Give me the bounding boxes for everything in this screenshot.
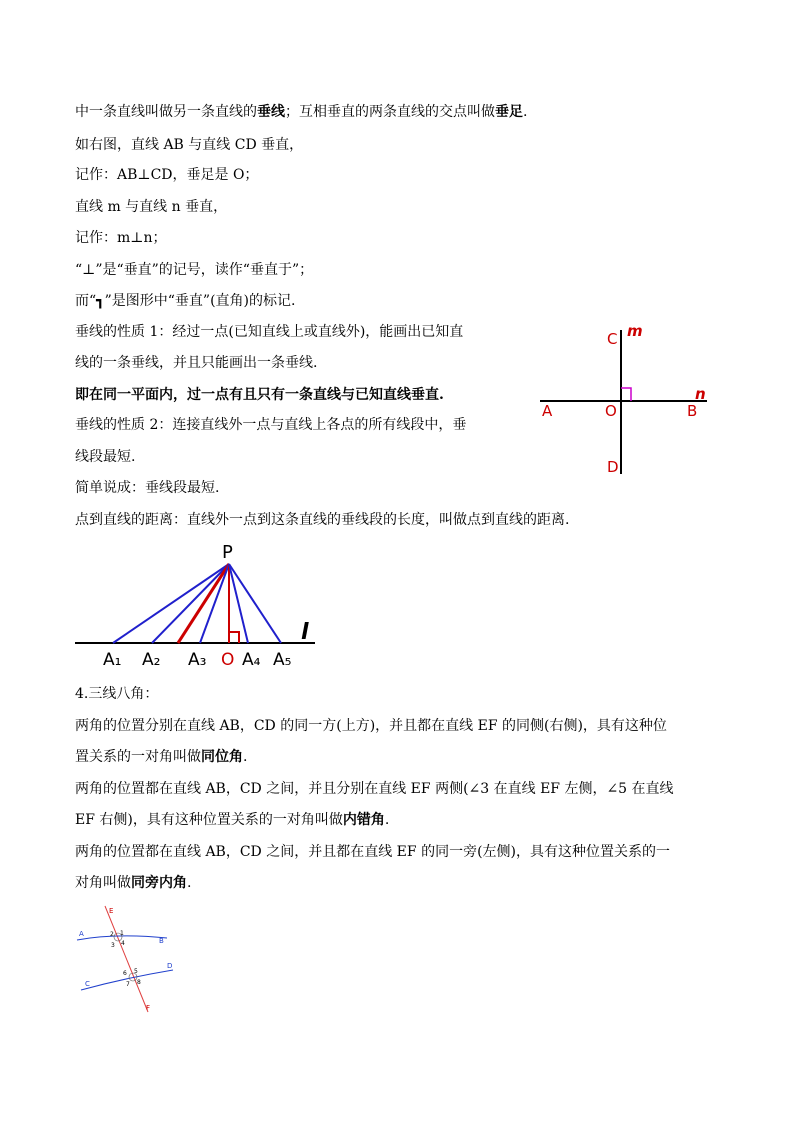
paragraph-alternate-a: 两角的位置都在直线 AB，CD 之间，并且分别在直线 EF 两侧(∠3 在直线 EF 左侧，∠5 在直线 [75,781,674,797]
perpendicular-lines-figure [535,322,710,482]
label-e: E [109,907,114,915]
text: ；互相垂直的两条直线的交点叫做 [285,104,495,120]
angle-2: 2 [110,931,114,938]
text: EF 右侧)，具有这种位置关系的一对角叫做 [75,812,343,828]
label-b: B [159,937,164,945]
paragraph-alternate-b [75,810,389,830]
text: 中一条直线叫做另一条直线的 [75,104,257,120]
label-o: O [605,402,617,420]
paragraph-example: 如右图，直线 AB 与直线 CD 垂直， [75,137,304,153]
label-n: n [695,385,706,403]
bold-term: 内错角 [342,812,385,828]
paragraph-interior-b [75,873,191,893]
paragraph-notation: 记作：AB⊥CD，垂足是 O； [75,167,259,183]
paragraph-mn: 直线 m 与直线 n 垂直， [75,199,228,215]
section-title: 4.三线八角： [75,686,159,702]
paragraph-distance-def: 点到直线的距离：直线外一点到这条直线的垂线段的长度，叫做点到直线的距离. [75,512,570,528]
label-l: l [301,620,309,645]
paragraph-property1-a: 垂线的性质 1：经过一点(已知直线上或直线外)，能画出已知直 [75,324,464,340]
text: 置关系的一对角叫做 [75,749,201,765]
paragraph-corresponding-b [75,747,247,767]
label-a1: A₁ [103,650,122,670]
bold-term: 垂线 [257,104,285,120]
angle-1: 1 [120,930,124,937]
segment-pa1 [113,564,229,643]
text: . [187,875,192,891]
label-a4: A₄ [242,650,261,670]
text: 而“ [75,293,97,309]
angle-6: 6 [123,970,127,977]
text: 对角叫做 [75,875,131,891]
paragraph-mn-notation: 记作：m⊥n； [75,230,167,246]
angle-8: 8 [137,979,141,986]
right-angle-symbol: ┓ [96,293,105,309]
paragraph-perpendicular-def [75,102,527,122]
bold-term: 同位角 [201,749,243,765]
bold-term: 同旁内角 [131,875,187,891]
paragraph-symbol: “⊥”是“垂直”的记号，读作“垂直于”； [75,262,314,278]
label-c: C [607,330,618,348]
right-angle-mark [229,632,239,643]
paragraph-right-angle-mark [75,291,295,311]
label-a: A [79,930,84,938]
label-b: B [687,402,698,420]
angle-5: 5 [134,968,138,975]
paragraph-summary: 简单说成：垂线段最短. [75,480,220,496]
paragraph-interior-a: 两角的位置都在直线 AB，CD 之间，并且都在直线 EF 的同一旁(左侧)，具有这种位置关系的一 [75,844,670,860]
label-f: F [146,1004,151,1012]
label-d: D [167,962,173,970]
text: . [523,104,528,120]
label-m: m [627,322,643,340]
angle-4: 4 [121,940,125,947]
label-a3: A₃ [188,650,207,670]
text: . [384,812,390,828]
label-a: A [542,402,553,420]
label-a2: A₂ [142,650,161,670]
three-lines-eight-angles-figure [75,902,185,1014]
text: ”是图形中“垂直”(直角)的标记. [104,293,296,309]
paragraph-property2-a: 垂线的性质 2：连接直线外一点与直线上各点的所有线段中，垂 [75,417,467,433]
angle-7: 7 [126,981,130,988]
bold-term: 垂足 [495,104,523,120]
label-c: C [85,980,90,988]
label-o: O [221,650,235,670]
paragraph-property1-b: 线的一条垂线，并且只能画出一条垂线. [75,355,318,371]
paragraph-corresponding-a: 两角的位置分别在直线 AB，CD 的同一方(上方)，并且都在直线 EF 的同侧(右侧)，具有这种位 [75,718,667,734]
segment-pa2 [152,564,229,643]
label-a5: A₅ [273,650,292,670]
label-p: P [222,542,233,563]
angle-3: 3 [111,942,115,949]
paragraph-property2-b: 线段最短. [75,449,136,465]
point-line-distance-figure [70,540,330,670]
right-angle-mark [621,388,631,401]
paragraph-property1-emphasis: 即在同一平面内，过一点有且只有一条直线与已知直线垂直. [75,387,444,403]
label-d: D [607,458,619,476]
text: . [243,749,248,765]
line-ef [105,906,151,1012]
